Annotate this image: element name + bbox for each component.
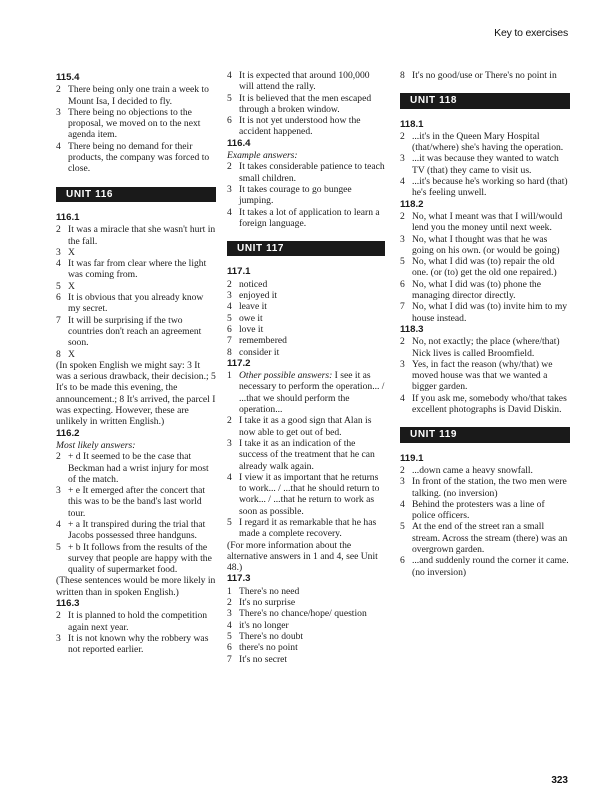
answer-number: 4 (56, 140, 61, 152)
answer-text: There's no need (239, 585, 300, 597)
answer-item (227, 608, 385, 619)
exercise-heading: 118.3 (400, 323, 424, 335)
answer-item (56, 107, 216, 141)
answer-item (56, 84, 216, 107)
answer-text: ...down came a heavy snowfall. (412, 464, 533, 476)
answer-remark: (In spoken English we might say: 3 It was a serious drawback, their decision.; 5 It's to be made this evening, the announcement.; 8 It's arrived, the parcel I was expecting. However, these are unlikely in written English.) (56, 359, 216, 428)
answer-text: + d It seemed to be the case that Beckman had a wrist injury for most of the match. (68, 451, 209, 485)
answer-number: 4 (400, 176, 405, 188)
answer-text: It is obvious that you already know my secret. (68, 292, 204, 315)
answer-number: 3 (400, 153, 405, 165)
unit-banner: UNIT 119 (400, 427, 570, 442)
unit-banner: UNIT 116 (56, 187, 216, 202)
answer-text: there's no point (239, 642, 298, 654)
answer-item (400, 153, 570, 176)
answer-item (227, 586, 385, 597)
answer-text: At the end of the street ran a small stream. Across the stream (there) was an overgrown garden. (412, 521, 568, 555)
answer-text: ...it was because they wanted to watch TV (that) they came to visit us. (412, 153, 559, 176)
answer-text: No, what I did was (to) repair the old one. (or (to) get the old one repaired.) (412, 256, 557, 279)
answer-item (227, 301, 385, 312)
answer-number: 2 (400, 210, 405, 222)
answer-text: noticed (239, 278, 268, 290)
answer-item (400, 521, 570, 555)
answer-item (56, 633, 216, 656)
exercise-heading: 118.1 (400, 118, 424, 130)
exercise-heading: 116.4 (227, 137, 251, 149)
answer-number: 2 (227, 278, 232, 290)
answer-number: 5 (227, 92, 232, 104)
answer-item (227, 93, 385, 116)
answer-number: 8 (227, 346, 232, 358)
answer-text: X (68, 348, 75, 360)
answer-item (227, 370, 385, 415)
exercise-heading: 115.4 (56, 72, 80, 83)
answer-number: 6 (227, 642, 232, 654)
answer-text: There being only one train a week to Mount Isa, I decided to fly. (68, 84, 209, 107)
answer-item (56, 281, 216, 292)
answer-item (227, 335, 385, 346)
answer-number: 3 (56, 246, 61, 258)
answer-item (227, 313, 385, 324)
answer-number: 4 (227, 301, 232, 313)
answer-number: 7 (400, 301, 405, 313)
answer-item (227, 472, 385, 517)
answer-item (227, 324, 385, 335)
answer-text: No, what I did was (to) phone the managing director directly. (412, 278, 541, 302)
answer-text: It is planned to hold the competition again next year. (68, 610, 208, 633)
answer-item (400, 393, 570, 416)
answer-item (56, 292, 216, 315)
answer-number: 5 (227, 630, 232, 642)
answer-text: There being no demand for their products, the company was forced to close. (68, 140, 210, 175)
answer-number: 5 (56, 541, 61, 553)
answer-remark: (For more information about the alternative answers in 1 and 4, see Unit 48.) (227, 539, 378, 574)
answer-item (56, 451, 216, 485)
answer-text: I see it as necessary to perform the operation... / ...that we should perform the operation... (239, 370, 385, 416)
answer-item (56, 542, 216, 576)
answer-number: 5 (56, 280, 61, 292)
answer-text: Behind the protesters was a line of police officers. (412, 498, 545, 522)
answer-number: 8 (56, 348, 61, 360)
answer-number: 2 (400, 464, 405, 476)
answer-number: 3 (227, 437, 232, 449)
answer-item (227, 184, 385, 207)
answer-number: 3 (56, 632, 61, 644)
unit-banner: UNIT 118 (400, 93, 570, 108)
answer-item (56, 519, 216, 542)
answer-lead: Other possible answers: (239, 370, 333, 382)
answer-text: No, what I did was (to) invite him to my house instead. (412, 301, 568, 324)
exercise-heading: 119.1 (400, 452, 424, 464)
answer-number: 2 (56, 224, 61, 236)
answer-number: 2 (400, 336, 405, 348)
answer-remark: (These sentences would be more likely in written than in spoken English.) (56, 575, 216, 598)
answer-item (227, 279, 385, 290)
answer-text: It's no good/use or There's no point in (412, 70, 557, 81)
exercise-heading: 116.2 (56, 427, 80, 439)
answer-text: + b It follows from the results of the survey that people are happy with the quality of supermarket food. (68, 541, 212, 576)
answer-item (400, 359, 570, 393)
answer-item (227, 438, 385, 472)
answer-number: 3 (227, 290, 232, 302)
running-head: Key to exercises (494, 27, 568, 39)
unit-banner: UNIT 117 (227, 241, 385, 256)
exercise-heading: 117.1 (227, 266, 251, 278)
answer-text: X (68, 280, 75, 292)
answer-item (56, 141, 216, 175)
answer-text: If you ask me, somebody who/that takes excellent photographs is David Diskin. (412, 392, 567, 416)
answer-item (56, 247, 216, 258)
answer-item (400, 279, 570, 302)
answer-number: 2 (56, 610, 61, 622)
answer-item (400, 336, 570, 359)
answer-text: Yes, in fact the reason (why/that) we moved house was that we wanted a bigger garden. (412, 358, 553, 393)
answer-item (400, 555, 570, 578)
answer-item (400, 131, 570, 154)
answer-item (227, 654, 385, 665)
answer-item (56, 485, 216, 519)
answer-item (400, 465, 570, 476)
answer-number: 3 (400, 358, 405, 370)
answer-number: 7 (56, 314, 61, 326)
exercise-heading: 117.3 (227, 573, 251, 585)
answer-number: 4 (227, 619, 232, 631)
answer-item (400, 476, 570, 499)
answer-number: 5 (400, 521, 405, 533)
answer-number: 7 (227, 335, 232, 347)
answer-number: 4 (227, 471, 232, 483)
answer-item (56, 224, 216, 247)
answer-text: love it (239, 323, 264, 335)
answer-item (227, 620, 385, 631)
answer-number: 5 (227, 312, 232, 324)
answer-text: I view it as important that he returns to work... / ...that he should return to work... / ...that he return to work as soon as possible. (239, 471, 380, 517)
page-number: 323 (551, 775, 568, 786)
answer-text: ...and suddenly round the corner it came. (no inversion) (412, 555, 569, 578)
answer-number: 2 (56, 84, 61, 96)
answer-text: ...it's because he's working so hard (that) he's feeling unwell. (412, 176, 568, 199)
answer-number: 3 (56, 485, 61, 497)
answer-item (56, 315, 216, 349)
answer-number: 7 (227, 653, 232, 665)
answer-text: It is not yet understood how the accident happened. (239, 115, 361, 138)
answer-column-1 (56, 72, 216, 656)
answer-text: It was far from clear where the light was coming from. (68, 258, 207, 281)
answer-text: consider it (239, 346, 280, 358)
answer-text: I take it as a good sign that Alan is now able to get out of bed. (239, 415, 372, 438)
answer-text: + a It transpired during the trial that Jacobs possessed three handguns. (68, 518, 206, 542)
answer-item (400, 301, 570, 324)
exercise-heading: 118.2 (400, 198, 424, 210)
answer-number: 6 (400, 555, 405, 567)
answer-text: It is expected that around 100,000 will attend the rally. (239, 70, 370, 93)
answer-number: 6 (227, 115, 232, 127)
answer-item (227, 207, 385, 230)
answer-item (227, 115, 385, 138)
exercise-heading: 116.3 (56, 598, 80, 610)
answer-text: It will be surprising if the two countries don't reach an agreement soon. (68, 314, 202, 349)
answer-number: 4 (227, 206, 232, 218)
answer-text: It was a miracle that she wasn't hurt in the fall. (68, 224, 216, 247)
answer-number: 4 (227, 70, 232, 81)
answer-text: I take it as an indication of the success of the treatment that he can already walk again. (239, 437, 375, 472)
answer-number: 4 (56, 258, 61, 270)
answer-item (227, 631, 385, 642)
answer-text: it's no longer (239, 619, 289, 631)
answer-number: 1 (227, 370, 232, 382)
answer-column-2 (227, 70, 385, 665)
answer-item (227, 347, 385, 358)
answer-item (56, 610, 216, 633)
answer-item (400, 234, 570, 257)
answer-text: No, what I thought was that he was going on his own. (or would be going) (412, 233, 560, 256)
answer-number: 5 (400, 256, 405, 268)
answer-item (400, 176, 570, 199)
answer-number: 1 (227, 585, 232, 597)
answer-number: 2 (227, 597, 232, 609)
answer-item (400, 211, 570, 234)
answer-text: It's no secret (239, 653, 288, 665)
answer-text: It's no surprise (239, 597, 296, 609)
answer-number: 8 (400, 70, 405, 81)
answer-number: 5 (227, 516, 232, 528)
answer-item (227, 290, 385, 301)
exercise-heading: 117.2 (227, 357, 251, 369)
answer-note: Most likely answers: (56, 439, 136, 451)
answer-number: 4 (56, 518, 61, 530)
answer-number: 2 (227, 415, 232, 427)
answer-item (400, 499, 570, 522)
answer-number: 3 (56, 106, 61, 118)
answer-number: 4 (400, 392, 405, 404)
answer-text: remembered (239, 335, 287, 347)
answer-text: There's no doubt (239, 630, 304, 642)
answer-text: I regard it as remarkable that he has made a complete recovery. (239, 516, 377, 540)
answer-column-3 (400, 70, 570, 578)
answer-number: 4 (400, 498, 405, 510)
answer-text: It takes courage to go bungee jumping. (239, 183, 352, 207)
answer-text: There being no objections to the proposal, we moved on to the next agenda item. (68, 106, 201, 141)
answer-number: 3 (400, 476, 405, 488)
answer-number: 6 (227, 323, 232, 335)
answer-text: + e It emerged after the concert that this was to be the band's last world tour. (68, 485, 206, 519)
answer-number: 2 (227, 161, 232, 173)
answer-text: It is believed that the men escaped through a broken window. (239, 92, 372, 115)
answer-text: X (68, 246, 75, 258)
answer-text: It takes a lot of application to learn a foreign language. (239, 206, 380, 229)
answer-number: 3 (400, 233, 405, 245)
answer-text: It takes considerable patience to teach small children. (239, 161, 385, 184)
answer-text: No, what I meant was that I will/would lend you the money until next week. (412, 210, 563, 234)
answer-item (56, 258, 216, 281)
answer-text: leave it (239, 301, 267, 313)
exercise-heading: 116.1 (56, 211, 80, 223)
answer-number: 6 (400, 278, 405, 290)
answer-item (400, 256, 570, 279)
answer-text: It is not known why the robbery was not reported earlier. (68, 632, 209, 656)
answer-number: 3 (227, 183, 232, 195)
answer-text: owe it (239, 312, 263, 324)
answer-item (227, 597, 385, 608)
answer-number: 2 (56, 451, 61, 463)
answer-item (227, 517, 385, 540)
answer-item (227, 161, 385, 184)
answer-item (400, 70, 570, 81)
answer-text: There's no chance/hope/ question (239, 608, 367, 620)
answer-text: In front of the station, the two men were talking. (no inversion) (412, 476, 567, 499)
answer-number: 3 (227, 608, 232, 620)
answer-item (227, 70, 385, 93)
answer-note: Example answers: (227, 150, 298, 162)
answer-item (56, 349, 216, 360)
answer-text: ...it's in the Queen Mary Hospital (that/where) she's having the operation. (412, 130, 564, 154)
answer-text: enjoyed it (239, 290, 278, 302)
answer-item (227, 415, 385, 438)
answer-text: No, not exactly; the place (where/that) Nick lives is called Broomfield. (412, 336, 560, 359)
answer-number: 2 (400, 130, 405, 142)
answer-number: 6 (56, 292, 61, 304)
answer-item (227, 642, 385, 653)
